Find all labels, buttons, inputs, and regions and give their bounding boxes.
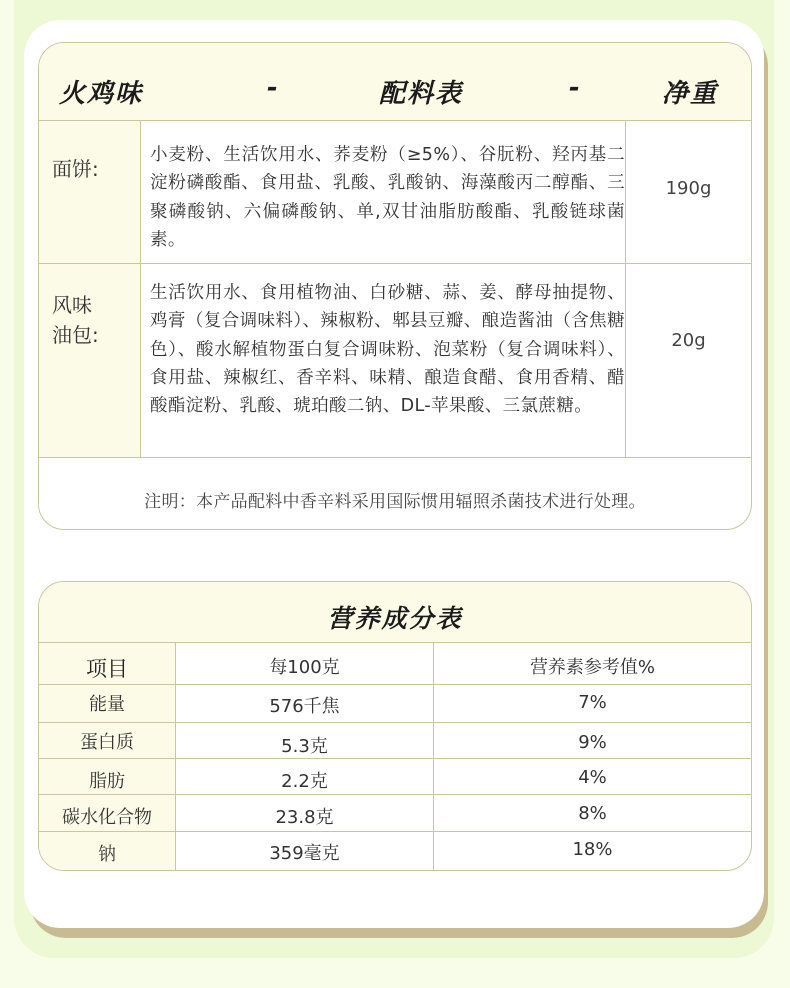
per-100g-value: 23.8克 [176,795,434,831]
nutrition-header [39,582,751,643]
per-100g-value: 5.3克 [176,723,434,758]
per-100g-value: 2.2克 [176,759,434,794]
table-row [39,832,751,871]
row-label-line: 风味 [52,293,92,317]
irradiation-note: 注明：本产品配料中香辛料采用国际惯用辐照杀菌技术进行处理。 [144,492,646,512]
nutrient-name: 脂肪 [39,759,176,794]
nutrition-title: 营养成分表 [327,604,463,633]
nutrient-name: 碳水化合物 [39,795,176,831]
ingredients-table [38,42,752,530]
column-header: 营养素参考值% [529,657,656,678]
table-row [39,759,751,795]
nutrition-table [38,581,752,871]
flavor-name: 火鸡味 [59,79,144,109]
nrv-percent: 4% [578,767,607,788]
ingredient-list: 生活饮用水、食用植物油、白砂糖、蒜、姜、酵母抽提物、鸡膏（复合调味料）、辣椒粉、郫县豆瓣、酿造酱油（含焦糖色）、酸水解植物蛋白复合调味粉、泡菜粉（复合调味料）、食用盐、辣椒红、香辛料、味精、酿造食醋、食用香精、醋酸酯淀粉、乳酸、琥珀酸二钠、DL-苹果酸、三氯蔗糖。 [141,264,626,457]
nutrient-name: 能量 [39,685,176,722]
ingredient-list: 小麦粉、生活饮用水、荞麦粉（≥5%）、谷朊粉、羟丙基二淀粉磷酸酯、食用盐、乳酸、乳酸钠、海藻酸丙二醇酯、三聚磷酸钠、六偏磷酸钠、单,双甘油脂肪酸酯、乳酸链球菌素。 [141,121,626,263]
ingredients-title: 配料表 [379,79,464,109]
per-100g-value: 359毫克 [176,832,434,871]
row-label-line: 面饼: [52,157,99,181]
header-dash: - [569,73,582,103]
ingredient-row-oil-pack [39,264,751,458]
nutrient-name: 蛋白质 [39,723,176,758]
net-weight-value: 20g [671,330,706,351]
column-header: 每100克 [176,643,434,684]
row-label-line: 油包: [52,323,99,347]
ingredients-header [39,43,751,121]
nrv-percent: 9% [578,732,607,753]
nrv-percent: 7% [578,692,607,713]
nutrition-header-row [39,643,751,685]
net-weight-value: 190g [665,178,712,199]
net-weight-header: 净重 [662,79,719,109]
row-label [39,264,141,457]
ingredient-row-noodle [39,121,751,264]
header-dash: - [267,73,280,103]
nrv-percent: 18% [572,839,613,860]
nrv-percent: 8% [578,803,607,824]
table-row [39,723,751,759]
per-100g-value: 576千焦 [176,685,434,722]
nutrient-name: 钠 [39,832,176,871]
table-row [39,795,751,832]
table-row [39,685,751,723]
row-label [39,121,141,263]
column-header: 项目 [39,643,176,684]
